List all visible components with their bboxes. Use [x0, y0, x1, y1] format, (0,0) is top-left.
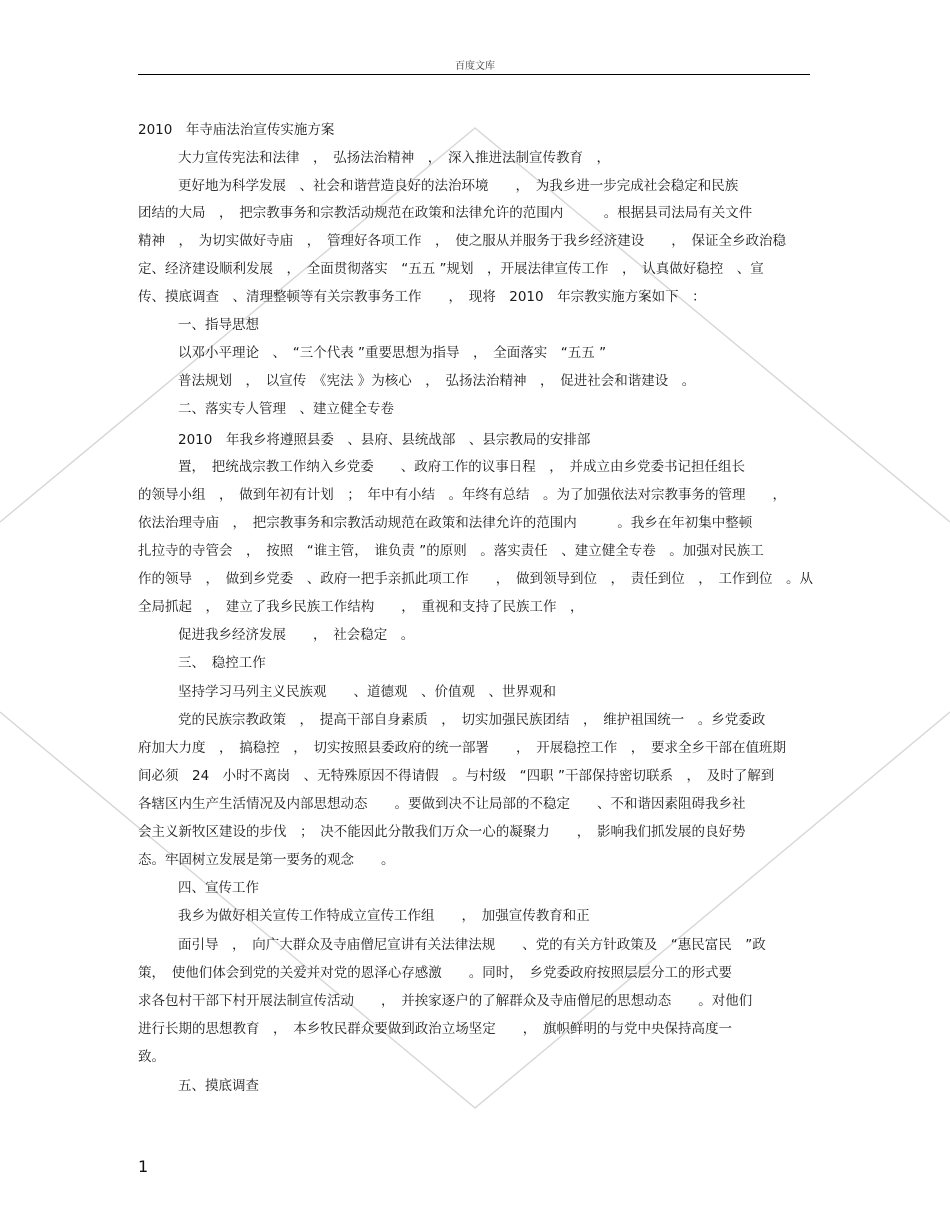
paragraph-line: 作的领导 ， 做到乡党委 、政府一把手亲抓此项工作 ， 做到领导到位 ， 责任到位 ， 工作到位 。从: [138, 571, 813, 587]
paragraph-line: 依法治理寺庙 ， 把宗教事务和宗教活动规范在政策和法律允许的范围内 。我乡在年初集中整顿: [138, 515, 753, 531]
paragraph-line: 促进我乡经济发展 ， 社会稳定 。: [178, 627, 415, 643]
section-heading: 四、宣传工作: [178, 880, 259, 896]
paragraph-line: 各辖区内生产生活情况及内部思想动态 。要做到决不让局部的不稳定 、不和谐因素阻碍我乡社: [138, 796, 746, 812]
paragraph-line: 定、经济建设顺利发展 ， 全面贯彻落实 “五五 ”规划 ，开展法律宣传工作 ， 认真做好稳控 、宣: [138, 261, 764, 277]
section-heading: 二、落实专人管理 、建立健全专卷: [178, 401, 394, 417]
paragraph-line: 精神 ， 为切实做好寺庙 ， 管理好各项工作 ， 使之服从并服务于我乡经济建设 ， 保证全乡政治稳: [138, 233, 786, 249]
paragraph-line: 间必须 24 小时不离岗 、无特殊原因不得请假 。与村级 “四职 ”干部保持密切联系 ， 及时了解到: [138, 768, 775, 784]
paragraph-line: 普法规划 ， 以宣传 《宪法 》为核心 ， 弘扬法治精神 ， 促进社会和谐建设 。: [178, 373, 696, 389]
paragraph-line: 的领导小组 ， 做到年初有计划 ； 年中有小结 。年终有总结 。为了加强依法对宗教事务的管理 ，: [138, 487, 786, 503]
section-heading: 一、指导思想: [178, 317, 259, 333]
paragraph-line: 进行长期的思想教育 ， 本乡牧民群众要做到政治立场坚定 ， 旗帜鲜明的与党中央保持高度一: [138, 1021, 732, 1037]
paragraph-line: 以邓小平理论 、 “三个代表 ”重要思想为指导 ， 全面落实 “五五 ”: [178, 345, 607, 361]
paragraph-line: 党的民族宗教政策 ， 提高干部自身素质 ， 切实加强民族团结 ， 维护祖国统一 。乡党委政: [178, 712, 766, 728]
paragraph-line: 会主义新牧区建设的步伐 ； 决不能因此分散我们万众一心的凝聚力 ， 影响我们抓发展的良好势: [138, 824, 746, 840]
paragraph-line: 致。: [138, 1049, 165, 1065]
paragraph-line: 坚持学习马列主义民族观 、道德观 、价值观 、世界观和: [178, 684, 556, 700]
paragraph-line: 面引导 ， 向广大群众及寺庙僧尼宣讲有关法律法规 、党的有关方针政策及 “惠民富民 ”政: [178, 937, 766, 953]
paragraph-line: 态。牢固树立发展是第一要务的观念 。: [138, 852, 395, 868]
paragraph-line: 求各包村干部下村开展法制宣传活动 ， 并挨家逐户的了解群众及寺庙僧尼的思想动态 。对他们: [138, 993, 753, 1009]
section-heading: 三、 稳控工作: [178, 655, 266, 671]
page-number: 1: [138, 1157, 149, 1176]
header-site-name: 百度文库: [455, 61, 495, 72]
paragraph-line: 大力宣传宪法和法律 ， 弘扬法治精神 ， 深入推进法制宣传教育 ，: [178, 150, 610, 166]
paragraph-line: 置， 把统战宗教工作纳入乡党委 、政府工作的议事日程 ， 并成立由乡党委书记担任组长: [178, 459, 745, 475]
paragraph-line: 更好地为科学发展 、社会和谐营造良好的法治环境 ， 为我乡进一步完成社会稳定和民族: [178, 178, 739, 194]
paragraph-line: 2010 年我乡将遵照县委 、县府、县统战部 、县宗教局的安排部: [178, 432, 591, 448]
paragraph-line: 团结的大局 ， 把宗教事务和宗教活动规范在政策和法律允许的范围内 。根据县司法局有关文件: [138, 205, 753, 221]
paragraph-line: 府加大力度 ， 搞稳控 ， 切实按照县委政府的统一部署 ， 开展稳控工作 ， 要求全乡干部在值班期: [138, 740, 786, 756]
paragraph-line: 传、摸底调查 、清理整顿等有关宗教事务工作 ， 现将 2010 年宗教实施方案如下 ：: [138, 289, 706, 305]
doc-title: 2010 年寺庙法治宣传实施方案: [138, 122, 335, 138]
paragraph-line: 全局抓起 ， 建立了我乡民族工作结构 ， 重视和支持了民族工作 ，: [138, 599, 584, 615]
section-heading: 五、摸底调查: [178, 1078, 259, 1094]
paragraph-line: 策， 使他们体会到党的关爱并对党的恩泽心存感激 。同时， 乡党委政府按照层层分工的形式要: [138, 965, 732, 981]
paragraph-line: 扎拉寺的寺管会 ， 按照 “谁主管， 谁负责 ”的原则 。落实责任 、建立健全专卷 。加强对民族工: [138, 543, 764, 559]
paragraph-line: 我乡为做好相关宣传工作特成立宣传工作组 ， 加强宣传教育和正: [178, 908, 590, 924]
